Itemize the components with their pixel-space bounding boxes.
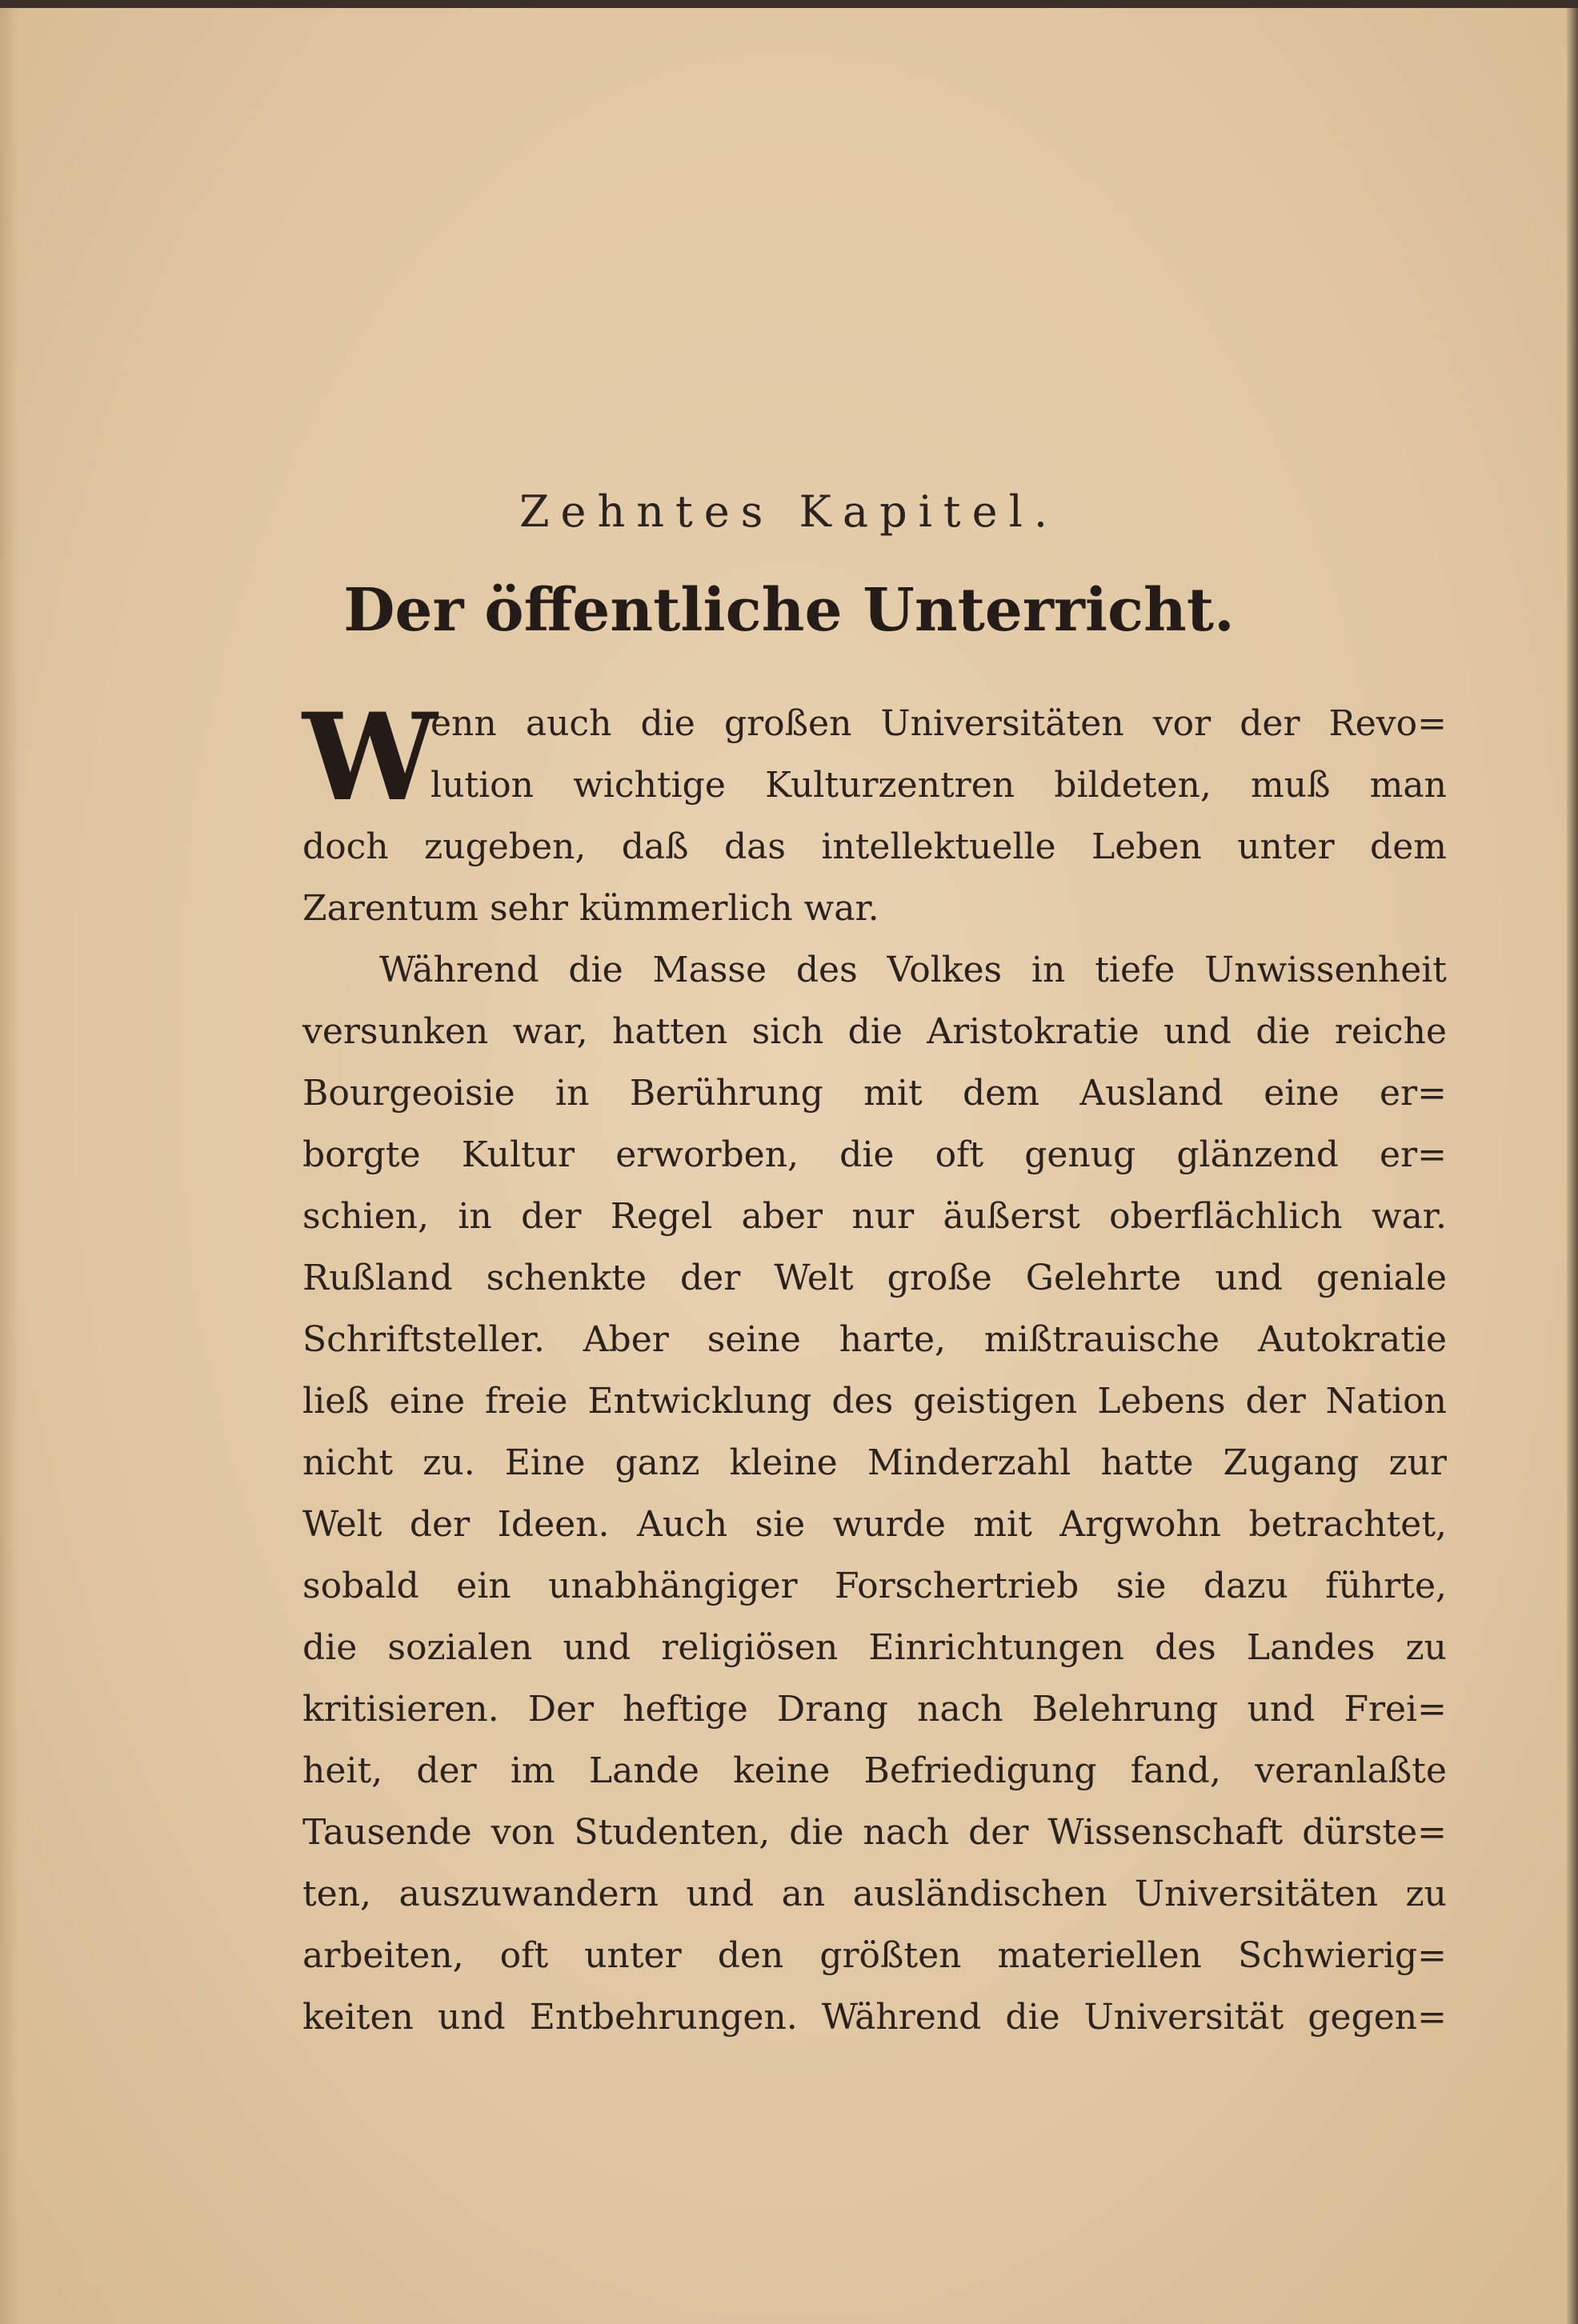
- page-left-shade: [0, 8, 19, 2324]
- text-line: nicht zu. Eine ganz kleine Minderzahl hatte Zugang zur: [302, 1442, 1447, 1483]
- text-line: ließ eine freie Entwicklung des geistigen Lebens der Nation: [302, 1381, 1447, 1422]
- drop-cap: W: [302, 687, 438, 828]
- text-line: Schriftsteller. Aber seine harte, mißtrauische Autokratie: [302, 1319, 1447, 1360]
- dropcap-indented-lines: [302, 687, 1447, 828]
- text-line: Während die Masse des Volkes in tiefe Unwissenheit: [379, 950, 1447, 990]
- text-line: sobald ein unabhängiger Forschertrieb sie dazu führte,: [302, 1566, 1447, 1606]
- text-line: ten, auszuwandern und an ausländischen Universitäten zu: [302, 1874, 1447, 1914]
- text-line: schien, in der Regel aber nur äußerst oberflächlich war.: [302, 1196, 1447, 1237]
- page-right-edge: [1567, 8, 1578, 2324]
- text-line: keiten und Entbehrungen. Während die Universität gegen=: [302, 1997, 1447, 2038]
- text-line: Zarentum sehr kümmerlich war.: [302, 888, 879, 929]
- chapter-label: Zehntes Kapitel.: [519, 486, 1059, 537]
- text-line: enn auch die großen Universitäten vor der Revo=: [431, 703, 1447, 744]
- chapter-title: Der öffentliche Unterricht.: [343, 576, 1235, 645]
- page-top-edge: [0, 0, 1578, 8]
- text-line: die sozialen und religiösen Einrichtungen des Landes zu: [302, 1627, 1447, 1668]
- text-line: Bourgeoisie in Berührung mit dem Ausland eine er=: [302, 1073, 1447, 1114]
- text-line: Rußland schenkte der Welt große Gelehrte und geniale: [302, 1258, 1447, 1298]
- text-line: kritisieren. Der heftige Drang nach Belehrung und Frei=: [302, 1689, 1447, 1730]
- text-line: Tausende von Studenten, die nach der Wissenschaft dürste=: [302, 1812, 1447, 1853]
- text-line: borgte Kultur erworben, die oft genug glänzend er=: [302, 1134, 1447, 1175]
- text-line: Welt der Ideen. Auch sie wurde mit Argwohn betrachtet,: [302, 1504, 1447, 1545]
- body-text: [302, 687, 1447, 2048]
- paragraph-2: [302, 939, 1447, 2048]
- text-line: lution wichtige Kulturzentren bildeten, muß man: [431, 765, 1447, 806]
- text-line: doch zugeben, daß das intellektuelle Leben unter dem: [302, 826, 1447, 867]
- text-line: heit, der im Lande keine Befriedigung fand, veranlaßte: [302, 1750, 1447, 1791]
- paragraph-1: [302, 687, 1447, 939]
- text-line: versunken war, hatten sich die Aristokratie und die reiche: [302, 1011, 1447, 1052]
- text-line: arbeiten, oft unter den größten materiellen Schwierig=: [302, 1935, 1447, 1976]
